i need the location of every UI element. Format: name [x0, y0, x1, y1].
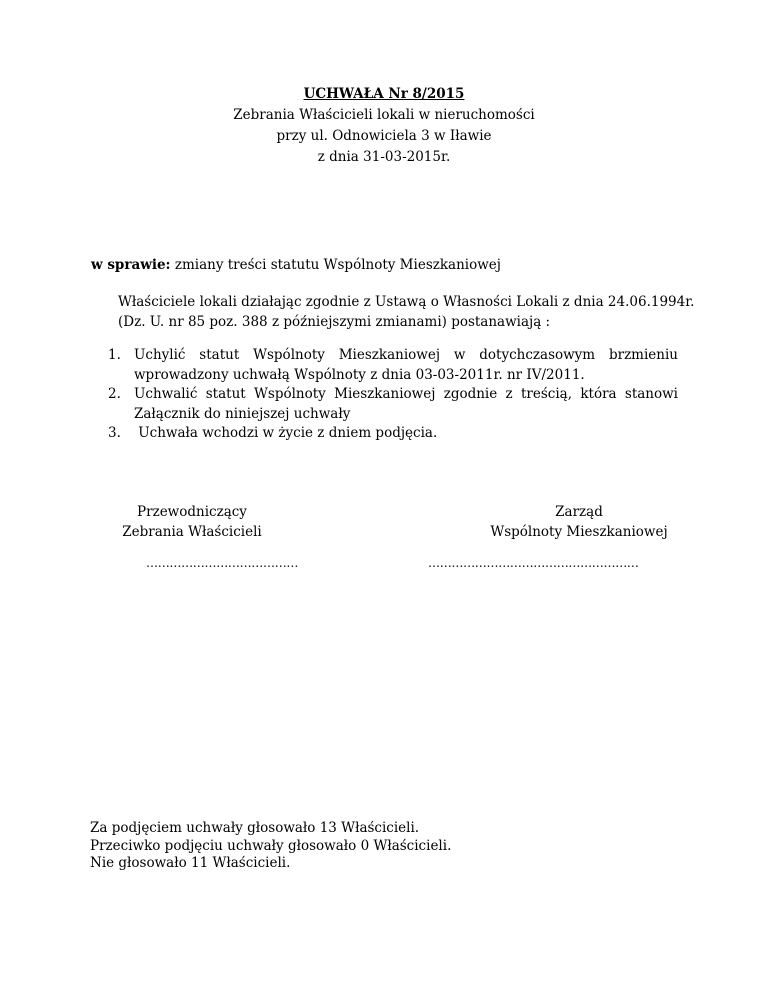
board-signature-block: [462, 503, 696, 542]
chairman-title: Przewodniczący: [137, 504, 247, 520]
board-subtitle: Wspólnoty Mieszkaniowej: [490, 523, 668, 540]
intro-line-1: Właściciele lokali działając zgodnie z Ustawą o Własności Lokali z dnia 24.06.1994r.: [118, 294, 695, 310]
list-item-text: [134, 424, 678, 444]
resolution-body-line: Zebrania Właścicieli lokali w nieruchomości: [233, 107, 535, 123]
list-item-number: 3.: [108, 425, 121, 441]
list-item: [108, 424, 678, 444]
list-item-line: Załącznik do niniejszej uchwały: [134, 405, 351, 422]
vote-results: [90, 820, 451, 873]
chairman-subtitle: Zebrania Właścicieli: [122, 523, 262, 540]
board-signature-line: ………………………………………………: [428, 556, 639, 570]
list-item: [108, 385, 678, 424]
resolution-subject: [91, 255, 501, 275]
intro-line-2: (Dz. U. nr 85 poz. 388 z późniejszymi zmianami) postanawiają :: [118, 314, 551, 330]
subject-text: zmiany treści statutu Wspólnoty Mieszkaniowej: [170, 257, 501, 273]
list-item-line: Uchylić statut Wspólnoty Mieszkaniowej w dotychczasowym brzmieniu: [134, 347, 678, 363]
resolution-header: [0, 84, 768, 168]
resolution-title: UCHWAŁA Nr 8/2015: [303, 86, 465, 102]
list-item-line: Uchwała wchodzi w życie z dniem podjęcia.: [134, 425, 438, 441]
subject-label: w sprawie:: [91, 257, 171, 273]
list-item-line: Uchwalić statut Wspólnoty Mieszkaniowej zgodnie z treścią, która stanowi: [134, 386, 678, 402]
list-item-text: [134, 385, 678, 424]
resolution-intro: [118, 292, 695, 332]
list-item-number: 2.: [108, 386, 121, 402]
chairman-signature-block: [110, 503, 274, 542]
chairman-signature-line: …………………………………: [146, 556, 299, 570]
votes-for: Za podjęciem uchwały głosowało 13 Właścicieli.: [90, 820, 420, 836]
list-item: [108, 346, 678, 385]
votes-against: Przeciwko podjęciu uchwały głosowało 0 Właścicieli.: [90, 837, 452, 854]
resolution-date-line: z dnia 31-03-2015r.: [317, 149, 451, 165]
resolution-address-line: przy ul. Odnowiciela 3 w Iławie: [276, 128, 492, 144]
resolution-points-list: [108, 346, 678, 444]
list-item-number: 1.: [108, 347, 121, 363]
votes-abstained: Nie głosowało 11 Właścicieli.: [90, 855, 291, 871]
list-item-line: wprowadzony uchwałą Wspólnoty z dnia 03-03-2011r. nr IV/2011.: [134, 366, 585, 383]
list-item-text: [134, 346, 678, 385]
board-title: Zarząd: [555, 504, 603, 520]
